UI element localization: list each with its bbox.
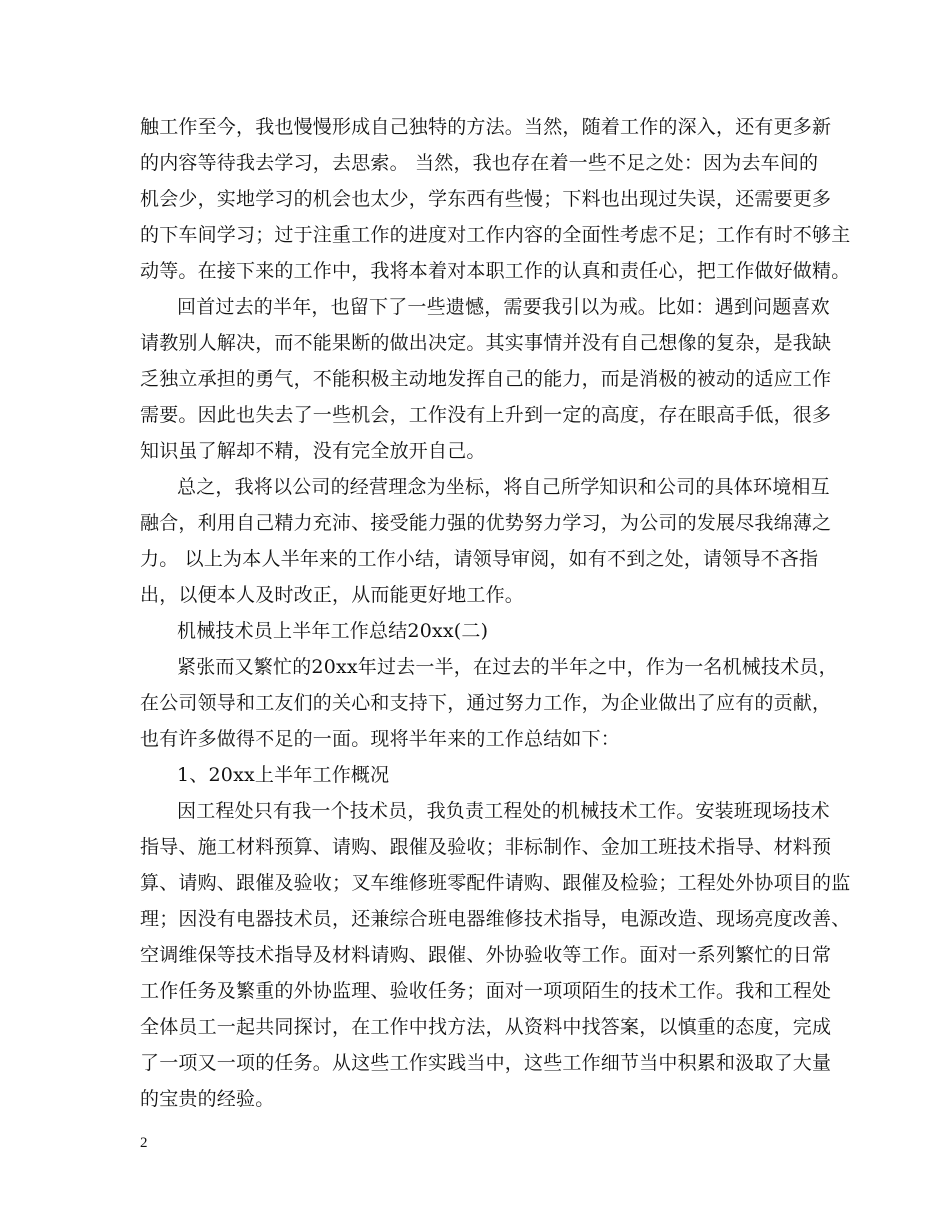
text-line: 算、请购、跟催及验收；叉车维修班零配件请购、跟催及检验；工程处外协项目的监	[140, 872, 851, 894]
paragraph-first-line: 回首过去的半年，也留下了一些遗憾，需要我引以为戒。比如：遇到问题喜欢	[177, 296, 830, 318]
paragraph-first-line: 因工程处只有我一个技术员，我负责工程处的机械技术工作。安装班现场技术	[177, 800, 830, 822]
text-line: 理；因没有电器技术员，还兼综合班电器维修技术指导，电源改造、现场亮度改善、	[140, 908, 851, 930]
page-number: 2	[140, 1135, 148, 1151]
text-line: 的内容等待我去学习，去思索。 当然，我也存在着一些不足之处：因为去车间的	[140, 152, 819, 174]
text-line: 的宝贵的经验。	[140, 1088, 275, 1110]
subsection-heading: 1、20xx上半年工作概况	[177, 764, 390, 786]
text-line: 空调维保等技术指导及材料请购、跟催、外协验收等工作。面对一系列繁忙的日常	[140, 944, 832, 966]
text-line: 力。 以上为本人半年来的工作小结，请领导审阅，如有不到之处，请领导不吝指	[140, 548, 819, 570]
text-line: 全体员工一起共同探讨，在工作中找方法，从资料中找答案，以慎重的态度，完成	[140, 1016, 832, 1038]
paragraph-first-line: 紧张而又繁忙的20xx年过去一半，在过去的半年之中，作为一名机械技术员，	[177, 656, 838, 678]
text-line: 融合，利用自己精力充沛、接受能力强的优势努力学习，为公司的发展尽我绵薄之	[140, 512, 832, 534]
text-line: 出，以便本人及时改正，从而能更好地工作。	[140, 584, 525, 606]
text-line: 知识虽了解却不精，没有完全放开自己。	[140, 440, 486, 462]
text-line: 的下车间学习；过于注重工作的进度对工作内容的全面性考虑不足；工作有时不够主	[140, 224, 851, 246]
text-line: 指导、施工材料预算、请购、跟催及验收；非标制作、金加工班技术指导、材料预	[140, 836, 832, 858]
text-line: 机会少，实地学习的机会也太少，学东西有些慢；下料也出现过失误，还需要更多	[140, 188, 832, 210]
text-line: 请教别人解决，而不能果断的做出决定。其实事情并没有自己想像的复杂，是我缺	[140, 332, 832, 354]
text-line: 动等。在接下来的工作中，我将本着对本职工作的认真和责任心，把工作做好做精。	[140, 260, 851, 282]
text-line: 工作任务及繁重的外协监理、验收任务；面对一项项陌生的技术工作。我和工程处	[140, 980, 832, 1002]
text-line: 乏独立承担的勇气，不能积极主动地发挥自己的能力，而是消极的被动的适应工作	[140, 368, 832, 390]
paragraph-first-line: 总之，我将以公司的经营理念为坐标，将自己所学知识和公司的具体环境相互	[177, 476, 830, 498]
text-line: 也有许多做得不足的一面。现将半年来的工作总结如下：	[140, 728, 621, 750]
text-line: 触工作至今，我也慢慢形成自己独特的方法。当然，随着工作的深入，还有更多新	[140, 116, 832, 138]
text-line: 在公司领导和工友们的关心和支持下，通过努力工作，为企业做出了应有的贡献，	[140, 692, 832, 714]
text-line: 需要。因此也失去了一些机会，工作没有上升到一定的高度，存在眼高手低，很多	[140, 404, 832, 426]
text-line: 了一项又一项的任务。从这些工作实践当中，这些工作细节当中积累和汲取了大量	[140, 1052, 832, 1074]
section-heading: 机械技术员上半年工作总结20xx(二)	[177, 620, 489, 642]
